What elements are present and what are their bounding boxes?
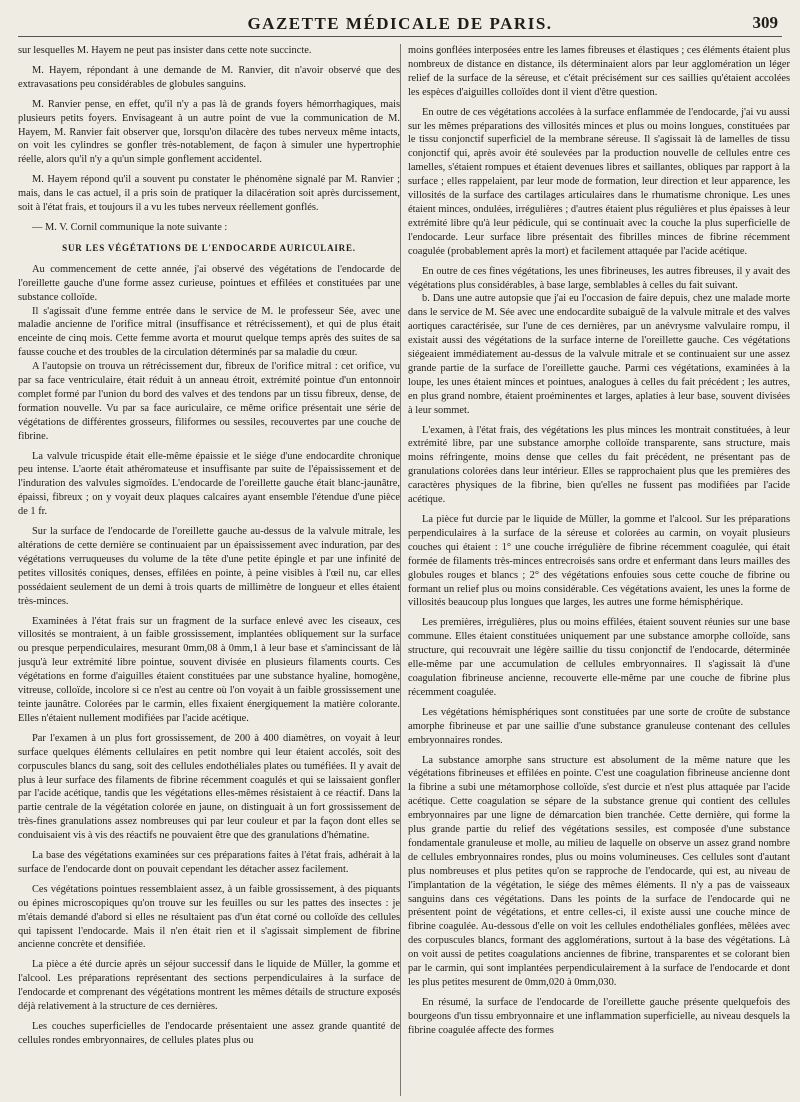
paragraph: Sur la surface de l'endocarde de l'oreillette gauche au-dessus de la valvule mitrale, les altérations de cette dernière se continuaient par un épaississement avec induration, par des végétations verruqueuses du volume de la tête d'une petite épingle et par une infinité de petites villosités coniques, denses, effilées en pointe, à peine visibles à l'œil nu, car elles possédaient seulement de un demi à trois quarts de millimètre de longueur et elles étaient très-minces. [18,526,400,607]
paragraph: Au commencement de cette année, j'ai observé des végétations de l'endocarde de l'oreillette gauche d'une forme assez curieuse, pointues et effilées et constituées par une substance colloïde. [18,263,400,303]
paragraph: La substance amorphe sans structure est absolument de la même nature que les végétations fibrineuses et effilées en pointe. C'est une coagulation fibrineuse ancienne dont la fibrine a subi une métamorphose colloïde, s'est durcie et n'est plus attaquée par l'acide acétique. Cette coagulation se sépare de la substance grenue qui contient des cellules embryonnaires par une ligne de démarcation bien tranchée. Cette dernière, qui forme la plus grande partie du relief des végétations sessiles, est composée d'une substance fondamentale granuleuse et molle, au milieu de laquelle on observe un assez grand nombre de cellules embryonnaires rondes, plus ou moins volumineuses. Ces cellules sont d'autant plus nombreuses et plus petites qu'on se rapproche de l'endocarde, qui est, au niveau de l'implantation de la végétation, le siége des mêmes éléments. Il n'y a pas de vaisseaux sanguins dans ces végétations. Dans les points de la surface de l'endocarde qui ne présentent point de végétations, et entre celles-ci, il existe aussi une couche mince de fibrine coagulée. Au-dessous d'elle on voit les cellules endothéliales gonflées, mêlées avec des corpuscules blancs, formant des agglomérations, surtout à la base des végétations. Là on voit aussi de petites coagulations anciennes de fibrine, transparentes et se colorant bien par le carmin, qui sont implantées perpendiculairement à la surface de l'endocarde et dont les plus petites mesurent de 0mm,020 à 0mm,030. [408,754,790,988]
paragraph: La valvule tricuspide était elle-même épaissie et le siége d'une endocardite chronique peu intense. L'aorte était athéromateuse et insuffisante par suite de l'épaississement et de l'induration des valvules sigmoïdes. L'endocarde de l'oreillette gauche était blanc-jaunâtre, épaissi, fibreux ; on y voyait deux plaques calcaires ayant ensemble l'étendue d'une pièce de 1 fr. [18,450,400,518]
paragraph: En outre de ces fines végétations, les unes fibrineuses, les autres fibreuses, il y avait des végétations plus considérables, à base large, semblables à celles du fait suivant. [408,265,790,291]
paragraph: La base des végétations examinées sur ces préparations faites à l'état frais, adhérait à la surface de l'endocarde dont on pouvait cependant les détacher assez facilement. [18,850,400,875]
paragraph: Les premières, irrégulières, plus ou moins effilées, étaient souvent réunies sur une base commune. Elles étaient constituées uniquement par une substance amorphe colloïde, sans structure, qui recouvrait une légère saillie du tissu conjonctif de l'endocarde, déterminée elle-même par une accumulation de cellules embryonnaires. Il s'agissait là d'une coagulation fibrineuse ancienne, recouverte elle-même par une couche de fibrine plus récemment coagulée. [408,617,790,698]
paragraph: La pièce fut durcie par le liquide de Müller, la gomme et l'alcool. Sur les préparations perpendiculaires à la surface de la séreuse et colorées au carmin, on voyait plusieurs couches qui étaient : 1° une couche irrégulière de fibrine récemment coagulée, qui était formée de filaments très-minces entrecroisés sans ordre et enfermant dans leurs mailles des globules rouges et blancs ; 2° des végétations enfouies sous cette couche de fibrine ou formant un relief plus ou moins considérable. Ces végétations avaient, les unes la forme de villosités beaucoup plus longues que larges, les autres une forme hémisphérique. [408,514,790,609]
paragraph: L'examen, à l'état frais, des végétations les plus minces les montrait constituées, à leur extrémité libre, par une substance amorphe colloïde transparente, sans structure, mais moins réfringente, moins dense que celles du fait précédent, ne présentant pas de granulations colorées dans leur intérieur. Elles se rapprochaient plus que les premières des caractères physiques de la fibrine, bien qu'elles ne fussent pas modifiées par l'acide acétique. [408,424,790,506]
paragraph: Les végétations hémisphériques sont constituées par une sorte de croûte de substance amorphe fibrineuse et par une saillie d'une substance granuleuse contenant des cellules embryonnaires rondes. [408,706,790,746]
page-number: 309 [752,13,778,32]
page-header [18,10,782,37]
paragraph: M. Hayem répond qu'il a souvent pu constater le phénomène signalé par M. Ranvier ; mais, dans le cas actuel, il a pris soin de pratiquer la dilacération soit après durcissement, soit à l'état frais, et toujours il a vu les tubes nerveux réellement gonflés. [18,174,400,214]
paragraph: En outre de ces végétations accolées à la surface enflammée de l'endocarde, j'ai vu aussi sur les mêmes préparations des villosités minces et plus ou moins longues, constituées par le tissu conjonctif superficiel de la membrane séreuse. Il s'agissait là de lamelles de tissu conjonctif qui, après avoir été soulevées par la production nouvelle de cellules entre ces lamelles, s'étaient rompues et étaient devenues libres et saillantes, obliques par rapport à la surface ; elles rappelaient, par leur mode de formation, leur direction et leur apparence, les villosités de la surface des cartilages articulaires dans le rhumatisme chronique. Les unes étaient minces, ondulées, irrégulières ; d'autres étaient plus régulières et plus épaisses à leur extrémité libre qu'à leur pédicule, qui se continuait avec la couche la plus superficielle de l'endocarde. Leur surface libre présentait des fibrilles minces de fibrine récemment coagulée (probablement après la mort) et facilement attaquée par l'acide acétique. [408,106,790,257]
paragraph: Par l'examen à un plus fort grossissement, de 200 à 400 diamètres, on voyait à leur surface quelques éléments cellulaires en petit nombre qui leur étaient accolés, soit des corpuscules blancs du sang, soit des cellules endothéliales plates ou tuméfiées. Il y avait de plus à leur surface des filaments de fibrine récemment coagulés et qui se laissaient gonfler par l'acide acétique, tandis que les végétations elles-mêmes résistaient à ce réactif. Dans la partie centrale de la végétation colorée en jaune, on distinguait à un fort grossissement de très-fines granulations assez nombreuses qui par leur couleur et par la façon dont elles se conduisaient vis à vis des réactifs ne pouvaient être que des granulations d'hématine. [18,732,400,842]
paragraph: b. Dans une autre autopsie que j'ai eu l'occasion de faire depuis, chez une malade morte dans le service de M. Sée avec une endocardite subaiguë de la valvule mitrale et des valves aortiques caractérisée, sur l'une de ces dernières, par un anévrysme valvulaire rompu, il existait aussi des végétations de la surface interne de l'oreillette gauche. Ces végétations siégeaient immédiatement au-dessus de la valvule mitrale et se continuaient sur une assez grande partie de la surface de l'oreillette gauche. Parmi ces végétations, examinées à la loupe, les unes étaient minces et pointues, analogues à celles du fait précédent ; les autres, en plus grand nombre, étaient proéminentes et larges, aplaties à leur base, souvent divisées à leur sommet. [408,293,790,416]
paragraph: Ces végétations pointues ressemblaient assez, à un faible grossissement, à des piquants ou épines microscopiques qu'on trouve sur les feuilles ou sur les pattes des insectes : je m'étais demandé d'abord si elles ne résultaient pas d'un état corné ou colloïde des cellules qui tapissent l'endocarde. Mais il n'en était rien et il s'agissait simplement de fibrine ancienne concrète et densifiée. [18,883,400,951]
paragraph: A l'autopsie on trouva un rétrécissement dur, fibreux de l'orifice mitral : cet orifice, vu par sa face ventriculaire, était réduit à un anneau étroit, extrémité pointue d'un entonnoir complet formé par l'union du bord des valves et des tendons par un tissu fibreux, dense, de formation nouvelle. Vu par sa face auriculaire, ce même orifice présentait une série de végétations de différentes grosseurs, filiformes ou sessiles, recouvertes par une couche de fibrine. [18,361,400,442]
paragraph: — M. V. Cornil communique la note suivante : [32,221,228,233]
paragraph: Examinées à l'état frais sur un fragment de la surface enlevé avec les ciseaux, ces villosités se montraient, à un faible grossissement, implantées obliquement sur la surface ou presque perpendiculaires, mesurant 0mm,08 à 0mm,1 à leur base et s'amincissant de là jusqu'à leur extrémité libre pointue, souvent divisée en plusieurs filaments courts. Ces végétations en forme d'aiguilles étaient constituées par une substance hyaline, homogène, vitreuse, colloïde, incolore si ce n'est au centre où l'on voyait à un faible grossissement une teinte jaunâtre. Colorées par le carmin, elles fixaient énergiquement la matière colorante. Elles n'étaient nullement modifiées par l'acide acétique. [18,615,400,724]
left-column [18,44,400,1098]
right-column [408,44,790,1098]
paragraph: En résumé, la surface de l'endocarde de l'oreillette gauche présente quelquefois des bourgeons d'un tissu embryonnaire et une inflammation superficielle, au niveau desquels la fibrine coagulée affecte des formes [408,996,790,1036]
paragraph: M. Ranvier pense, en effet, qu'il n'y a pas là de grands foyers hémorrhagiques, mais plusieurs petits foyers. Envisageant à un autre point de vue la communication de M. Hayem, M. Ranvier fait observer que, lorsqu'on dilacère des tubes nerveux même intacts, on voit les cylindres se gonfler très-notablement, de façon à simuler une hypertrophie réelle, alors qu'il n'y a qu'un simple gonflement accidentel. [18,98,400,166]
paragraph: La pièce a été durcie après un séjour successif dans le liquide de Müller, la gomme et l'alcool. Les préparations représentant des sections perpendiculaires à la surface de l'endocarde et comprenant des végétations montrent les mêmes détails de structure exposés déjà relativement à la structure de ces dernières. [18,959,400,1013]
paragraph: moins gonflées interposées entre les lames fibreuses et élastiques ; ces éléments étaient plus nombreux de distance en distance, ils déterminaient alors par leur agglomération un léger relief de la surface de la séreuse, et c'était précisément sur ces saillies qu'étaient accolées les espèces d'aiguilles colloïdes dont il vient d'être question. [408,45,790,98]
paragraph: sur lesquelles M. Hayem ne peut pas insister dans cette note succincte. [18,45,312,56]
paragraph: Il s'agissait d'une femme entrée dans le service de M. le professeur Sée, avec une maladie ancienne de l'orifice mitral (insuffisance et rétrécissement), et qui de plus était enceinte de cinq mois. Cette femme avorta et mourut quelque temps après des suites de sa fausse couche et des troubles de la circulation déterminés par sa maladie du cœur. [18,305,400,359]
paragraph: M. Hayem, répondant à une demande de M. Ranvier, dit n'avoir observé que des extravasations peu considérables de globules sanguins. [18,64,400,90]
paragraph: Les couches superficielles de l'endocarde présentaient une assez grande quantité de cellules rondes embryonnaires, de cellules plates plus ou [18,1021,400,1046]
journal-title: GAZETTE MÉDICALE DE PARIS. [247,14,553,33]
column-divider [400,44,401,1096]
section-heading: SUR LES VÉGÉTATIONS DE L'ENDOCARDE AURICULAIRE. [62,242,356,253]
